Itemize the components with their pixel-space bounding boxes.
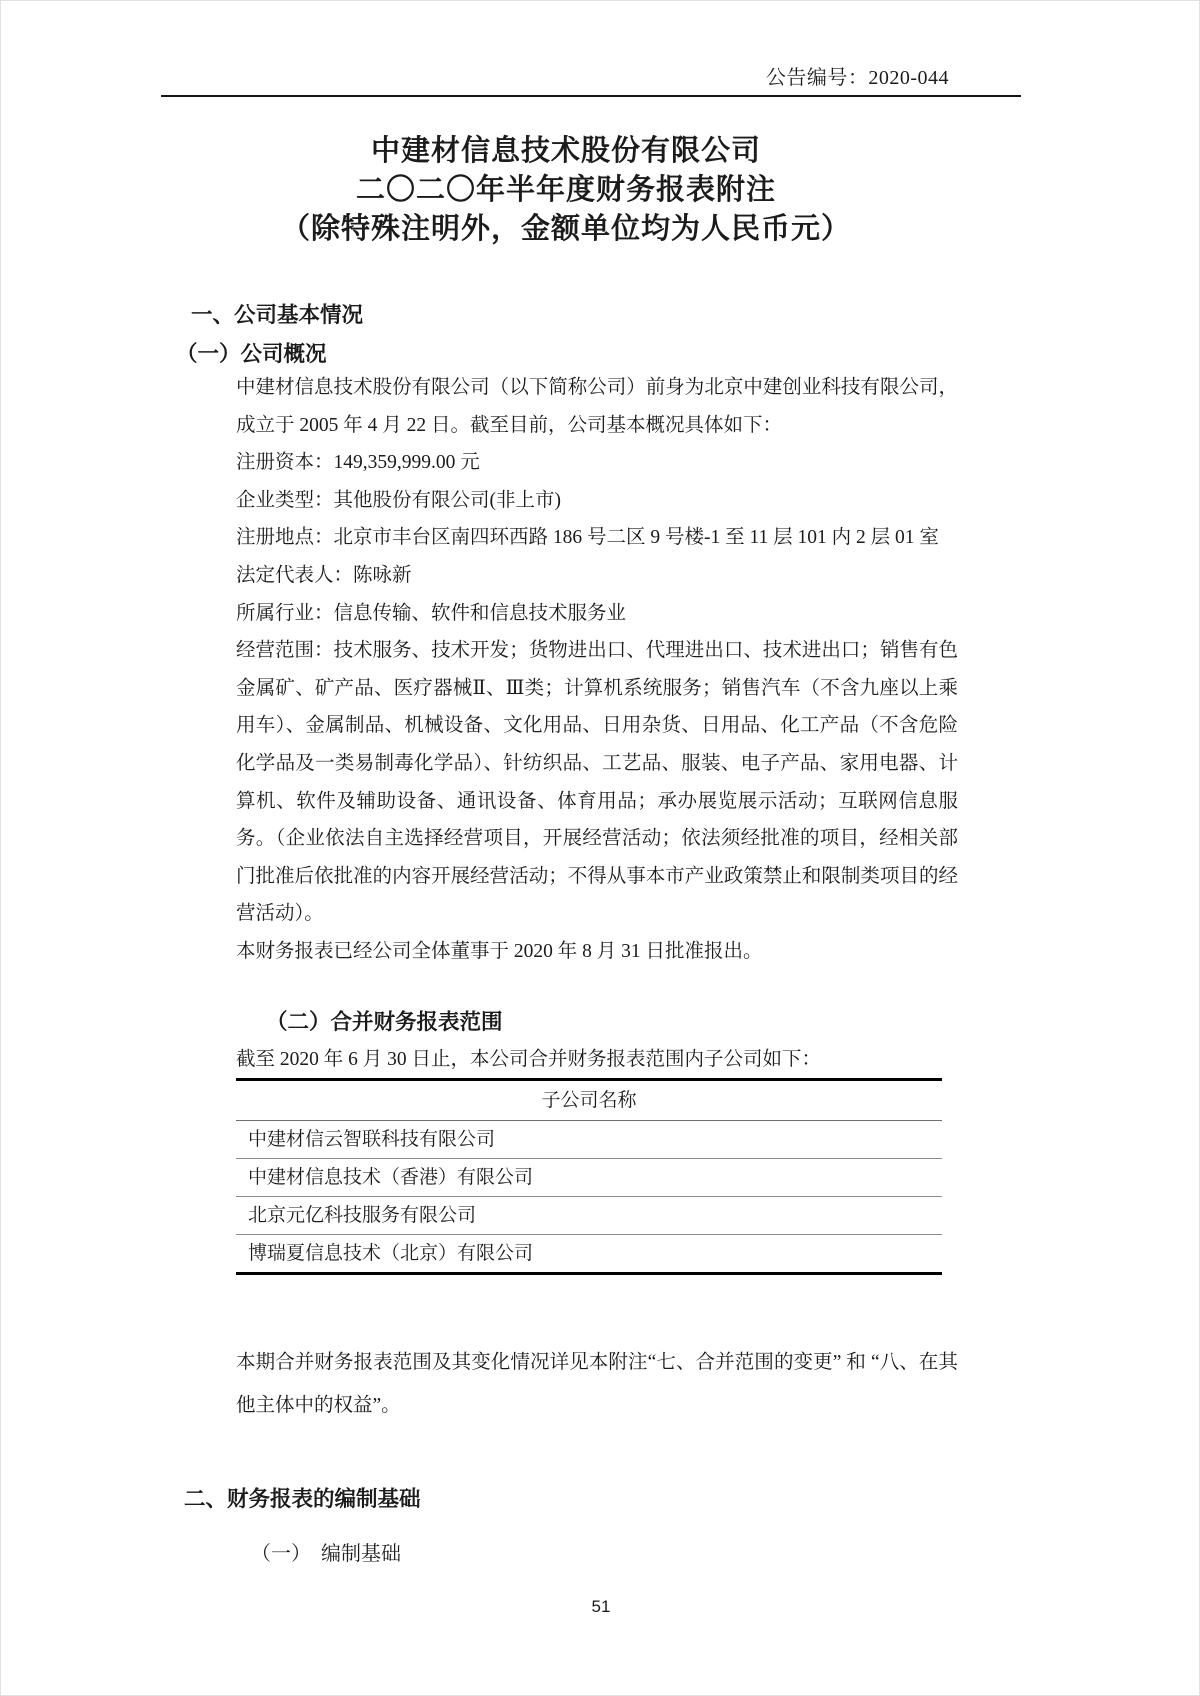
registered-address-line: 注册地点：北京市丰台区南四环西路 186 号二区 9 号楼-1 至 11 层 101 内 2 层 01 室 — [236, 527, 939, 549]
enterprise-type-line: 企业类型：其他股份有限公司(非上市) — [236, 489, 561, 511]
table-row: 北京元亿科技服务有限公司 — [236, 1197, 942, 1235]
approval-statement-paragraph: 本财务报表已经公司全体董事于 2020 年 8 月 31 日批准报出。 — [236, 940, 763, 962]
section-1-2-heading: （二）合并财务报表范围 — [266, 1010, 503, 1034]
table-row: 中建材信云智联科技有限公司 — [236, 1121, 942, 1159]
subsidiaries-table — [236, 1078, 942, 1275]
registered-capital-line: 注册资本：149,359,999.00 元 — [236, 452, 480, 474]
announcement-number: 公告编号：2020-044 — [765, 67, 949, 89]
legal-representative-line: 法定代表人：陈咏新 — [236, 564, 412, 586]
header-divider-line — [161, 95, 1021, 97]
section-1-1-heading: （一）公司概况 — [176, 342, 327, 366]
section-1-heading: 一、公司基本情况 — [191, 303, 364, 327]
company-intro-paragraph: 中建材信息技术股份有限公司（以下简称公司）前身为北京中建创业科技有限公司，成立于 2005 年 4 月 22 日。截至目前，公司基本概况具体如下： — [236, 377, 958, 436]
section-2-heading: 二、财务报表的编制基础 — [184, 1487, 421, 1511]
currency-note-title: （除特殊注明外，金额单位均为人民币元） — [280, 213, 851, 245]
consolidation-scope-note: 本期合并财务报表范围及其变化情况详见本附注“七、合并范围的变更” 和 “八、在其他主体中的权益”。 — [236, 1352, 958, 1416]
report-title: 二〇二〇年半年度财务报表附注 — [355, 174, 776, 206]
page-number: 51 — [591, 1597, 611, 1616]
document-title-block — [1, 132, 1131, 249]
table-row: 中建材信息技术（香港）有限公司 — [236, 1159, 942, 1197]
section-2-1-heading: （一） 编制基础 — [251, 1543, 401, 1565]
industry-line: 所属行业：信息传输、软件和信息技术服务业 — [236, 602, 627, 624]
company-name-title: 中建材信息技术股份有限公司 — [370, 135, 761, 167]
subsidiaries-table-intro: 截至 2020 年 6 月 30 日止，本公司合并财务报表范围内子公司如下： — [236, 1049, 822, 1070]
company-overview-body — [236, 369, 958, 971]
subsidiaries-table-header: 子公司名称 — [236, 1081, 942, 1121]
table-row: 博瑞夏信息技术（北京）有限公司 — [248, 1243, 534, 1264]
business-scope-paragraph: 经营范围：技术服务、技术开发；货物进出口、代理进出口、技术进出口；销售有色金属矿、矿产品、医疗器械Ⅱ、Ⅲ类；计算机系统服务；销售汽车（不含九座以上乘用车）、金属制品、机械设备、文化用品、日用杂货、日用品、化工产品（不含危险化学品及一类易制毒化学品）、针纺织品、工艺品、服装、电子产品、家用电器、计算机、软件及辅助设备、通讯设备、体育用品；承办展览展示活动；互联网信息服务。（企业依法自主选择经营项目，开展经营活动；依法须经批准的项目，经相关部门批准后依批准的内容开展经营活动；不得从事本市产业政策禁止和限制类项目的经营活动）。 — [236, 640, 958, 925]
